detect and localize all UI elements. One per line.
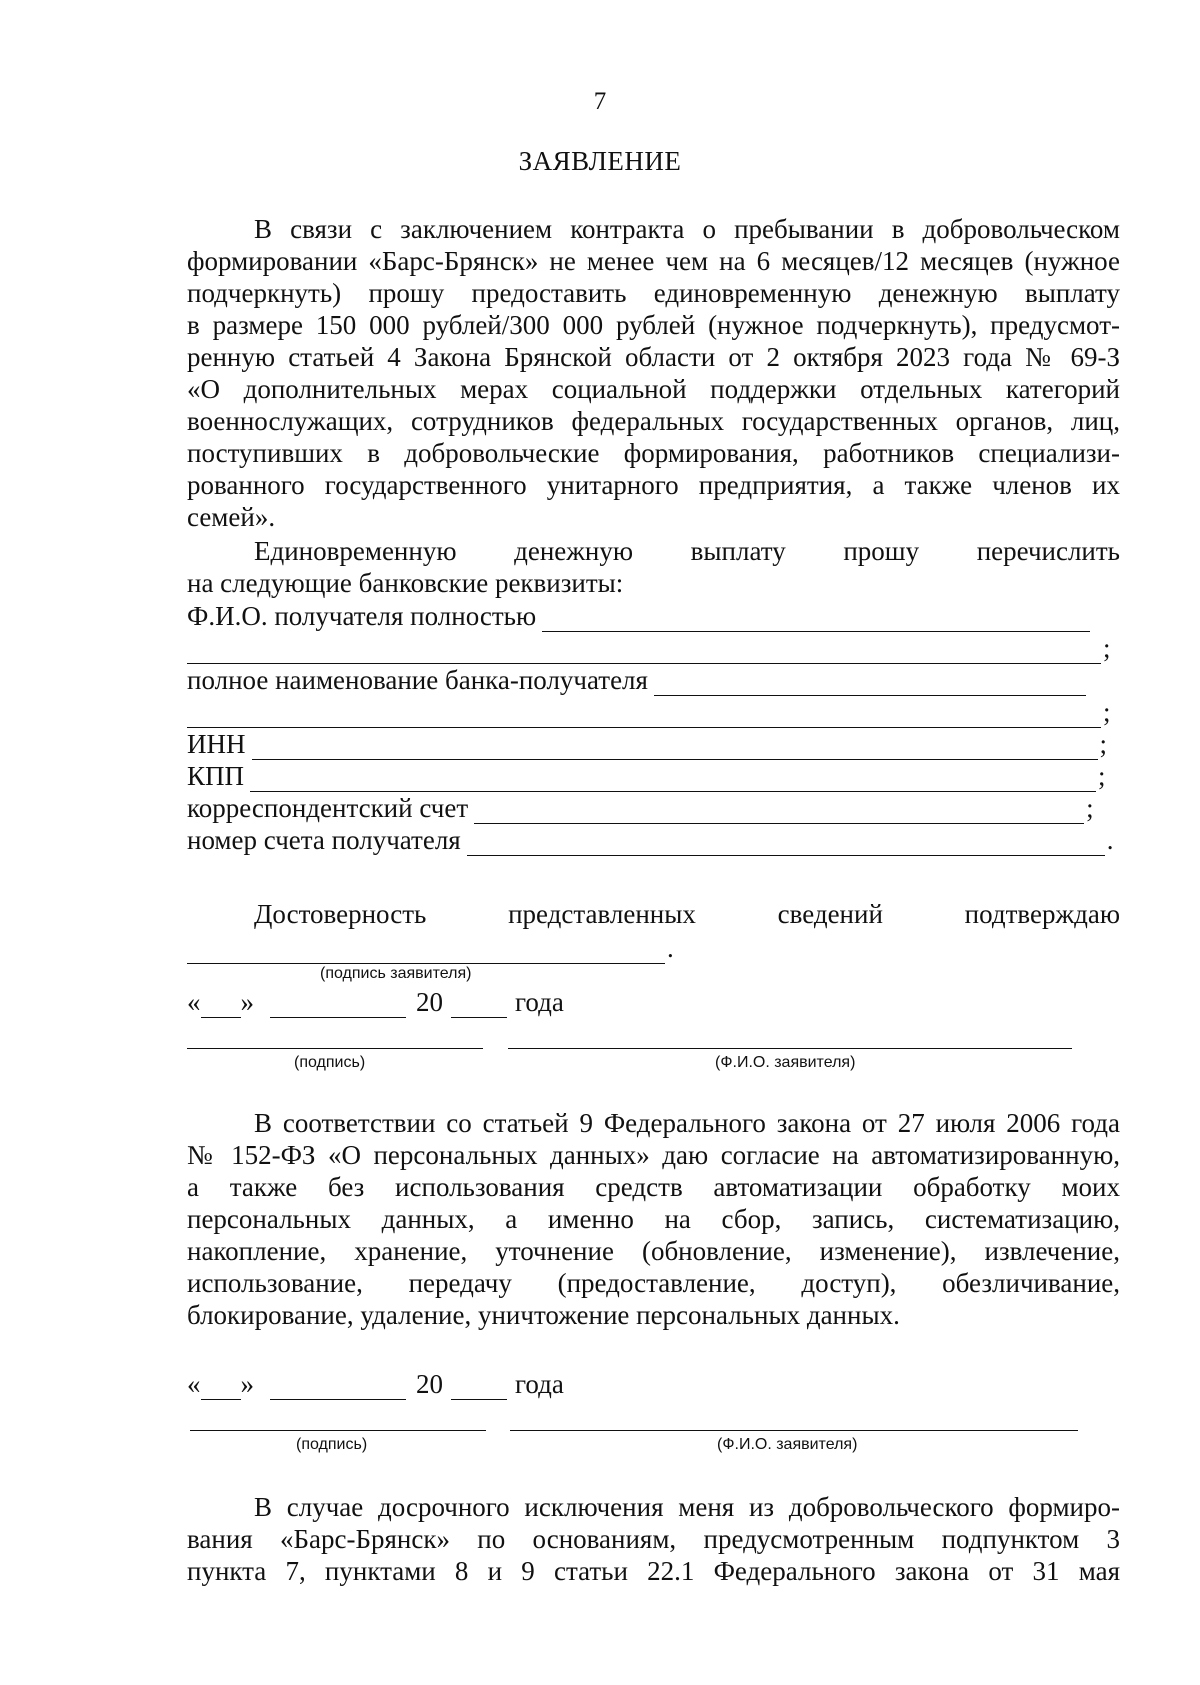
text-line: В соответствии со статьей 9 Федерального закона от 27 июля 2006 года [254, 1108, 1120, 1138]
text-line: пункта 7, пунктами 8 и 9 статьи 22.1 Федерального закона от 31 мая [187, 1556, 1120, 1586]
text-line: ренную статьей 4 Закона Брянской области от 2 октября 2023 года № 69-З [187, 342, 1120, 372]
line-end-period: . [667, 933, 674, 963]
month-blank[interactable] [270, 1375, 406, 1400]
recipient-name-blank-2[interactable] [187, 639, 1101, 664]
kpp-blank[interactable] [250, 767, 1096, 792]
signature-line-2[interactable] [190, 1430, 486, 1431]
text-line: блокирование, удаление, уничтожение персональных данных. [187, 1300, 900, 1330]
text-line: в размере 150 000 рублей/300 000 рублей (нужное подчеркнуть), предусмот- [187, 310, 1120, 340]
applicant-signature-caption: (подпись заявителя) [320, 965, 472, 982]
text-line: «О дополнительных мерах социальной поддержки отдельных категорий [187, 374, 1120, 404]
text-line: а также без использования средств автоматизации обработку моих [187, 1172, 1120, 1202]
text-line: формировании «Барс-Брянск» не менее чем на 6 месяцев/12 месяцев (нужное [187, 246, 1120, 276]
date-line-1[interactable] [187, 986, 564, 1018]
line-end-semicolon: ; [1103, 633, 1111, 663]
text-line: накопление, хранение, уточнение (обновление, изменение), извлечение, [187, 1236, 1120, 1266]
text-line: В связи с заключением контракта о пребывании в добровольческом [254, 214, 1120, 244]
text-line: рованного государственного унитарного предприятия, а также членов их [187, 470, 1120, 500]
line-end-semicolon: ; [1098, 761, 1106, 791]
bank-name-label: полное наименование банка-получателя [187, 665, 648, 695]
line-end-semicolon: ; [1103, 697, 1111, 727]
inn-field[interactable] [187, 728, 1107, 760]
signature-line-1[interactable] [187, 1048, 483, 1049]
signature-caption-2: (подпись) [296, 1436, 368, 1453]
line-end-semicolon: ; [1086, 793, 1094, 823]
account-number-field[interactable] [187, 824, 1113, 856]
fio-caption-1: (Ф.И.О. заявителя) [715, 1054, 856, 1071]
recipient-name-blank[interactable] [542, 607, 1090, 632]
day-blank[interactable] [201, 1375, 241, 1400]
year-blank[interactable] [451, 993, 507, 1018]
bank-name-blank-2[interactable] [187, 703, 1101, 728]
applicant-signature-blank[interactable] [187, 939, 665, 964]
signature-caption-1: (подпись) [294, 1054, 366, 1071]
text-line: Единовременную денежную выплату прошу перечислить [254, 536, 1120, 566]
fio-line-2[interactable] [510, 1430, 1078, 1431]
bank-name-blank[interactable] [654, 671, 1086, 696]
document-title: ЗАЯВЛЕНИЕ [518, 146, 682, 176]
fio-caption-2: (Ф.И.О. заявителя) [717, 1436, 858, 1453]
open-quote: « [187, 987, 201, 1017]
text-line: военнослужащих, сотрудников федеральных государственных органов, лиц, [187, 406, 1120, 436]
year-word: года [515, 1369, 564, 1399]
text-line: персональных данных, а именно на сбор, запись, систематизацию, [187, 1204, 1120, 1234]
recipient-name-field[interactable] [187, 600, 1090, 632]
text-line: подчеркнуть) прошу предоставить единовременную денежную выплату [187, 278, 1120, 308]
text-line: использование, передачу (предоставление, доступ), обезличивание, [187, 1268, 1120, 1298]
recipient-name-continuation[interactable] [187, 632, 1111, 664]
day-blank[interactable] [201, 993, 241, 1018]
applicant-signature-field[interactable] [187, 932, 674, 964]
account-number-blank[interactable] [467, 831, 1105, 856]
year-blank[interactable] [451, 1375, 507, 1400]
kpp-field[interactable] [187, 760, 1106, 792]
century-text: 20 [416, 987, 443, 1017]
page-number: 7 [593, 88, 607, 115]
text-line: семей». [187, 502, 276, 532]
recipient-name-label: Ф.И.О. получателя полностью [187, 601, 537, 631]
year-word: года [515, 987, 564, 1017]
text-line: на следующие банковские реквизиты: [187, 568, 624, 598]
inn-blank[interactable] [252, 735, 1098, 760]
line-end-period: . [1106, 825, 1114, 855]
close-quote: » [240, 1369, 254, 1399]
corr-account-label: корреспондентский счет [187, 793, 469, 823]
bank-name-continuation[interactable] [187, 696, 1111, 728]
corr-account-field[interactable] [187, 792, 1094, 824]
century-text: 20 [416, 1369, 443, 1399]
confirm-text: Достоверность представленных сведений подтверждаю [254, 899, 1120, 929]
text-line: поступивших в добровольческие формирования, работников специализи- [187, 438, 1120, 468]
month-blank[interactable] [270, 993, 406, 1018]
date-line-2[interactable] [187, 1368, 564, 1400]
line-end-semicolon: ; [1099, 729, 1108, 759]
text-line: вания «Барс-Брянск» по основаниям, предусмотренным подпунктом 3 [187, 1524, 1120, 1554]
kpp-label: КПП [187, 761, 245, 791]
inn-label: ИНН [187, 729, 246, 759]
open-quote: « [187, 1369, 201, 1399]
fio-line-1[interactable] [508, 1048, 1072, 1049]
bank-name-field[interactable] [187, 664, 1086, 696]
text-line: В случае досрочного исключения меня из добровольческого формиро- [254, 1492, 1120, 1522]
corr-account-blank[interactable] [474, 799, 1084, 824]
text-line: № 152-ФЗ «О персональных данных» даю согласие на автоматизированную, [187, 1140, 1120, 1170]
close-quote: » [240, 987, 254, 1017]
account-number-label: номер счета получателя [187, 825, 461, 855]
